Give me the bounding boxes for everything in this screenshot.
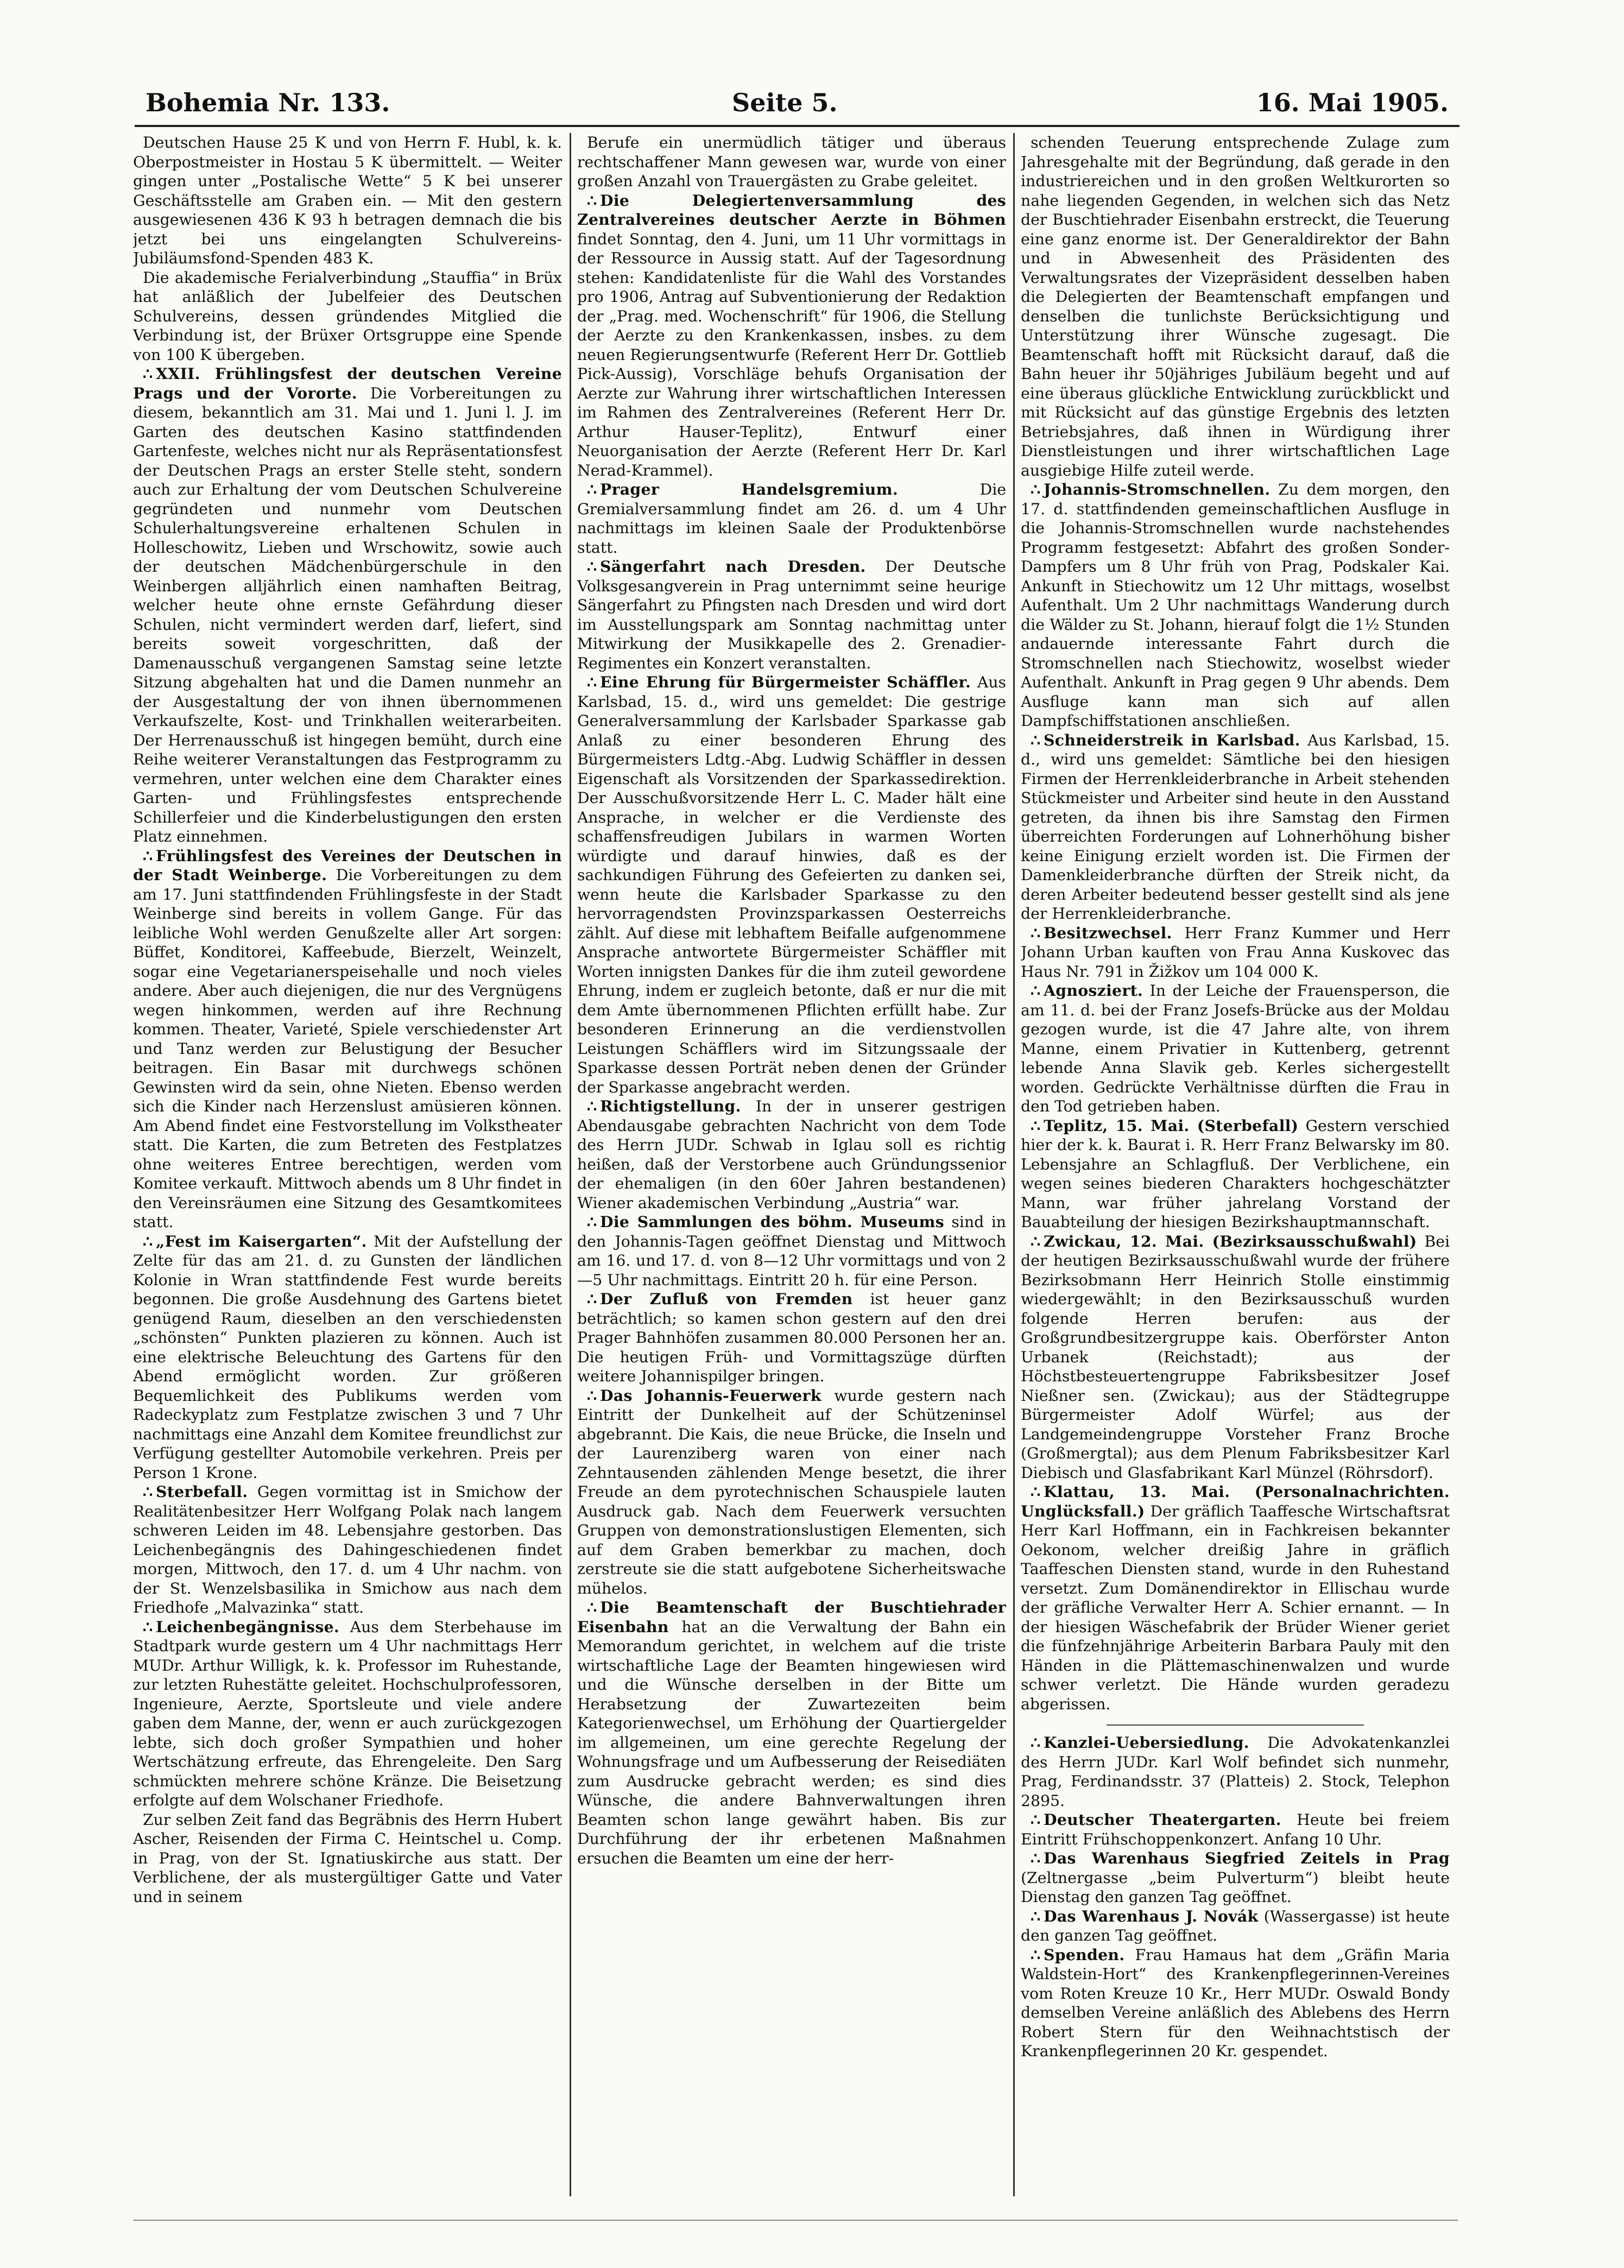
article-heading: Der Zufluß von Fremden bbox=[600, 1290, 853, 1308]
article-text: Die Advokatenkanzlei des Herrn JUDr. Karl Wolf befindet sich nunmehr, Prag, Ferdinandsstr. 37 (Platteis) 2. Stock, Telephon 2895. bbox=[1021, 1734, 1450, 1810]
section-mark-icon: ∴ bbox=[1031, 480, 1041, 498]
section-mark-icon: ∴ bbox=[143, 1482, 153, 1501]
article-text: Die Vorbereitungen zu dem am 17. Juni stattfindenden Frühlingsfeste in der Stadt Weinberge sind bereits in vollem Gange. Für das leibliche Wohl werden Genußzelte aller Art sorgen: Büffet, Konditorei, Kaffeebude, Bierzelt, Weinzelt, sogar eine Vegetarianerspeisehalle und noch vieles andere. Aber auch diejenigen, die nur des Vergnügens wegen hinkommen, werden auf ihre Rechnung kommen. Theater, Varieté, Spiele verschiedenster Art und Tanz werden zur Belustigung der Besucher beitragen. Ein Basar mit durchwegs schönen Gewinsten wird da sein, ohne Nieten. Ebenso werden sich die Kinder nach Herzenslust amüsieren können. Am Abend findet eine Festvorstellung im Volkstheater statt. Die Karten, die zum Betreten des Festplatzes ohne weiteres Entree berechtigen, werden vom Komitee verkauft. Mittwoch abends um 8 Uhr findet in den Vereinsräumen eine Sitzung des Gesamtkomitees statt. bbox=[133, 866, 562, 1231]
article-paragraph bbox=[577, 133, 1006, 191]
article-text: schenden Teuerung entsprechende Zulage zum Jahresgehalte mit der Begründung, daß gerade in den industriereichen und in den großen Weltkurorten so nahe liegenden Gegenden, in welchen sich das Netz der Buschtiehrader Eisenbahn erstreckt, die Teuerung eine ganz enorme ist. Der Generaldirektor der Bahn und in Abwesenheit des Präsidenten des Verwaltungsrates der Vizepräsident desselben haben die Delegierten der Beamtenschaft empfangen und denselben die tunlichste Berücksichtigung und Unterstützung ihrer Wünsche zugesagt. Die Beamtenschaft hofft mit Rücksicht darauf, daß die Bahn heuer ihr 50jähriges Jubiläum begeht und auf eine überaus glückliche Entwicklung zurückblickt und mit Rücksicht auf das günstige Ergebnis des letzten Betriebsjahres, daß ihnen in Würdigung ihrer Dienstleistungen und ihrer wirtschaftlichen Lage ausgiebige Hilfe zuteil werde. bbox=[1021, 134, 1450, 479]
article-text: sind in den Johannis-Tagen geöffnet Dienstag und Mittwoch am 16. und 17. d. von 8—12 Uhr vormittags und von 2—5 Uhr nachmittags. Eintritt 20 h. für eine Person. bbox=[577, 1213, 1006, 1289]
article-text: (Wassergasse) ist heute den ganzen Tag geöffnet. bbox=[1021, 1907, 1450, 1944]
article-text: findet Sonntag, den 4. Juni, um 11 Uhr vormittags in der Ressource in Aussig statt. Auf der Tagesordnung stehen: Kandidatenliste für die Wahl des Vorstandes pro 1906, Antrag auf Subventionierung der Redaktion der „Prag. med. Wochenschrift“ für 1906, die Stellung der Aerzte zu den Krankenkassen, insbes. zu dem neuen Regierungsentwurfe (Referent Herr Dr. Gottlieb Pick-Aussig), Vorschläge behufs Organisation der Aerzte zur Wahrung ihrer wirtschaftlichen Interessen im Rahmen des Zentralvereines (Referent Herr Dr. Arthur Hauser-Teplitz), Entwurf einer Neuorganisation der Aerzte (Referent Herr Dr. Karl Nerad-Krammel). bbox=[577, 230, 1006, 479]
article-paragraph bbox=[1021, 981, 1450, 1116]
article-paragraph bbox=[133, 268, 562, 365]
article-text: In der Leiche der Frauensperson, die am 11. d. bei der Franz Josefs-Brücke aus der Moldau gezogen wurde, ist die 47 Jahre alte, von ihrem Manne, einem Privatier in Kuttenberg, getrennt lebende Anna Slavik geb. Kerles sichergestellt worden. Gedrückte Verhältnisse dürften die Frau in den Tod getrieben haben. bbox=[1021, 982, 1450, 1115]
section-mark-icon: ∴ bbox=[587, 1290, 597, 1308]
section-mark-icon: ∴ bbox=[143, 364, 153, 383]
article-paragraph bbox=[1021, 1810, 1450, 1849]
article-paragraph bbox=[1021, 1482, 1450, 1714]
article-heading: Zwickau, 12. Mai. (Bezirksausschußwahl) bbox=[1044, 1231, 1417, 1250]
article-text: Gegen vormittag ist in Smichow der Realitätenbesitzer Herr Wolfgang Polak nach langem schweren Leiden im 48. Lebensjahre gestorben. Das Leichenbegängnis des Dahingeschiedenen findet morgen, Mittwoch, den 17. d. um 4 Uhr nachm. von der St. Wenzelsbasilika in Smichow aus nach dem Friedhofe „Malvazinka“ statt. bbox=[133, 1483, 562, 1616]
article-heading: Die Sammlungen des böhm. Museums bbox=[600, 1212, 944, 1231]
article-heading: Das Warenhaus Siegfried Zeitels in Prag bbox=[1044, 1849, 1450, 1867]
section-mark-icon: ∴ bbox=[1031, 1906, 1041, 1925]
article-heading: Das Warenhaus J. Novák bbox=[1044, 1906, 1259, 1925]
article-heading: Leichenbegängnisse. bbox=[156, 1617, 340, 1636]
article-text: Die Gremialversammlung findet am 26. d. um 4 Uhr nachmittags im kleinen Saale der Produktenbörse statt. bbox=[577, 481, 1006, 557]
section-mark-icon: ∴ bbox=[587, 557, 597, 576]
column-divider-2 bbox=[1013, 133, 1015, 2196]
article-text: wurde gestern nach Eintritt der Dunkelheit auf der Schützeninsel abgebrannt. Die Kais, die neue Brücke, die Inseln und der Laurenziberg waren von einer nach Zehntausenden zählenden Menge besetzt, die ihrer Freude an dem pyrotechnischen Schauspiele lauten Ausdruck gab. Nach dem Feuerwerk versuchten Gruppen von demonstrationslustigen Elementen, sich auf dem Graben bemerkbar zu machen, doch zerstreute sie die statt aufgebotene Sicherheitswache mühelos. bbox=[577, 1386, 1006, 1597]
section-mark-icon: ∴ bbox=[587, 1212, 597, 1231]
article-heading: Besitzwechsel. bbox=[1044, 923, 1172, 942]
article-text: Herr Franz Kummer und Herr Johann Urban kauften von Frau Anna Kuskovec das Haus Nr. 791 in Žižkov um 104 000 K. bbox=[1021, 924, 1450, 981]
article-heading: Teplitz, 15. Mai. (Sterbefall) bbox=[1044, 1116, 1299, 1135]
article-text: Bei der heutigen Bezirksausschußwahl wurde der frühere Bezirksobmann Herr Heinrich Stolle einstimmig wiedergewählt; in den Bezirksausschuß wurden folgende Herren berufen: aus der Großgrundbesitzergruppe kais. Oberförster Anton Urbanek (Reichstadt); aus der Höchstbesteuertengruppe Fabriksbesitzer Josef Nießner sen. (Zwickau); aus der Städtegruppe Bürgermeister Adolf Würfel; aus der Landgemeindengruppe Vorsteher Franz Broche (Großmergtal); aus dem Plenum Fabriksbesitzer Karl Diebisch und Glasfabrikant Karl Münzel (Röhrsdorf). bbox=[1021, 1232, 1450, 1482]
article-heading: Die Beamtenschaft der Buschtiehrader Eisenbahn bbox=[577, 1598, 1006, 1636]
article-heading: Sängerfahrt nach Dresden. bbox=[600, 557, 866, 576]
article-text: Die akademische Ferialverbindung „Stauffia“ in Brüx hat anläßlich der Jubelfeier des Deutschen Schulvereins, dessen gründendes Mitglied die Verbindung ist, der Brüxer Ortsgruppe eine Spende von 100 K übergeben. bbox=[133, 268, 562, 364]
article-text: Deutschen Hause 25 K und von Herrn F. Hubl, k. k. Oberpostmeister in Hostau 5 K übermittelt. — Weiter gingen unter „Postalische Wette“ 5 K bei unserer Geschäftsstelle am Graben ein. — Mit den gestern ausgewiesenen 436 K 93 h betragen demnach die bis jetzt bei uns eingelangten Schulvereins-Jubiläumsfond-Spenden 483 K. bbox=[133, 134, 562, 267]
page-header bbox=[135, 76, 1459, 127]
article-heading: Schneiderstreik in Karlsbad. bbox=[1044, 730, 1300, 749]
article-text: Heute bei freiem Eintritt Frühschoppenkonzert. Anfang 10 Uhr. bbox=[1021, 1811, 1450, 1848]
article-paragraph bbox=[1021, 1733, 1450, 1810]
article-paragraph bbox=[577, 191, 1006, 481]
article-paragraph bbox=[133, 1618, 562, 1810]
article-paragraph bbox=[577, 1212, 1006, 1290]
section-mark-icon: ∴ bbox=[1031, 1482, 1041, 1501]
section-mark-icon: ∴ bbox=[1031, 730, 1041, 749]
article-paragraph bbox=[1021, 1945, 1450, 2061]
section-mark-icon: ∴ bbox=[143, 1617, 153, 1636]
column-3 bbox=[1021, 133, 1450, 2213]
section-mark-icon: ∴ bbox=[1031, 1116, 1041, 1135]
article-text: ist heuer ganz beträchtlich; so kamen schon gestern auf den drei Prager Bahnhöfen zusammen 80.000 Personen her an. Die heutigen Früh- und Vormittagszüge dürften weitere Johannispilger bringen. bbox=[577, 1290, 1006, 1385]
section-mark-icon: ∴ bbox=[1031, 1849, 1041, 1867]
article-paragraph bbox=[1021, 1849, 1450, 1907]
article-heading: XXII. Frühlingsfest der deutschen Vereine Prags und der Vororte. bbox=[133, 364, 562, 402]
section-mark-icon: ∴ bbox=[587, 480, 597, 498]
article-paragraph bbox=[577, 1386, 1006, 1599]
section-mark-icon: ∴ bbox=[143, 1231, 153, 1250]
article-text: Frau Hamaus hat dem „Gräfin Maria Waldstein-Hort“ des Krankenpflegerinnen-Vereines vom Roten Kreuze 10 Kr., Herr MUDr. Oswald Bondy demselben Vereine anläßlich des Ablebens des Herrn Robert Stern für den Weihnachtstisch der Krankenpflegerinnen 20 Kr. gespendet. bbox=[1021, 1945, 1450, 2060]
column-2 bbox=[577, 133, 1006, 2213]
section-mark-icon: ∴ bbox=[1031, 1231, 1041, 1250]
section-mark-icon: ∴ bbox=[587, 673, 597, 691]
section-mark-icon: ∴ bbox=[1031, 1945, 1041, 1964]
section-mark-icon: ∴ bbox=[587, 1386, 597, 1405]
article-paragraph bbox=[133, 133, 562, 268]
section-mark-icon: ∴ bbox=[1031, 1733, 1041, 1752]
section-mark-icon: ∴ bbox=[143, 846, 153, 865]
article-paragraph bbox=[577, 1290, 1006, 1386]
article-text: Zur selben Zeit fand das Begräbnis des Herrn Hubert Ascher, Reisenden der Firma C. Heintschel u. Comp. in Prag, von der St. Ignatiuskirche aus statt. Der Verblichene, der als mustergültiger Gatte und Vater und in seinem bbox=[133, 1810, 562, 1906]
article-heading: Klattau, 13. Mai. (Personalnachrichten. Unglücksfall.) bbox=[1021, 1482, 1450, 1520]
article-heading: Richtigstellung. bbox=[600, 1097, 741, 1115]
section-mark-icon: ∴ bbox=[587, 1097, 597, 1115]
page-bottom-edge bbox=[133, 2220, 1458, 2221]
article-paragraph bbox=[133, 1810, 562, 1907]
article-paragraph bbox=[1021, 924, 1450, 982]
article-heading: Agnosziert. bbox=[1044, 981, 1143, 1000]
article-text: (Zeltnergasse „beim Pulverturm“) bleibt heute Dienstag den ganzen Tag geöffnet. bbox=[1021, 1868, 1450, 1906]
article-text: Zu dem morgen, den 17. d. stattfindenden gemeinschaftlichen Ausfluge in die Johannis-Stromschnellen wurde nachstehendes Programm festgesetzt: Abfahrt des großen Sonder-Dampfers um 8 Uhr früh von Prag, Podskaler Kai. Ankunft in Stiechowitz um 12 Uhr mittags, woselbst Aufenthalt. Um 2 Uhr nachmittags Wanderung durch die Wälder zu St. Johann, hierauf folgt die 1½ Stunden andauernde interessante Fahrt durch die Stromschnellen nach Stiechowitz, woselbst wieder Aufenthalt. Ankunft in Prag gegen 9 Uhr abends. Dem Ausfluge kann man sich auf allen Dampfschiffstationen anschließen. bbox=[1021, 481, 1450, 730]
header-issue: Bohemia Nr. 133. bbox=[146, 88, 390, 117]
section-mark-icon: ∴ bbox=[587, 191, 597, 210]
article-heading: Johannis-Stromschnellen. bbox=[1044, 480, 1271, 498]
article-heading: Eine Ehrung für Bürgermeister Schäffler. bbox=[600, 673, 971, 691]
section-mark-icon: ∴ bbox=[1031, 981, 1041, 1000]
article-text: Der Deutsche Volksgesangverein in Prag unternimmt seine heurige Sängerfahrt zu Pfingsten nach Dresden und wird dort im Ausstellungspark am Sonntag nachmittag unter Mitwirkung der Musikkapelle des 2. Grenadier-Regimentes ein Konzert veranstalten. bbox=[577, 558, 1006, 672]
article-heading: Prager Handelsgremium. bbox=[600, 480, 899, 498]
header-date: 16. Mai 1905. bbox=[1256, 88, 1449, 117]
column-1 bbox=[133, 133, 562, 2213]
article-heading: Kanzlei-Uebersiedlung. bbox=[1044, 1733, 1249, 1752]
article-heading: „Fest im Kaisergarten“. bbox=[156, 1231, 367, 1250]
article-paragraph bbox=[577, 557, 1006, 673]
article-text: In der in unserer gestrigen Abendausgabe gebrachten Nachricht von dem Tode des Herrn JUDr. Schwab in Iglau soll es richtig heißen, daß der Verstorbene auch Gründungssenior der ehemaligen (in den 60er Jahren bestandenen) Wiener akademischen Verbindung „Austria“ war. bbox=[577, 1097, 1006, 1212]
article-paragraph bbox=[577, 673, 1006, 1097]
article-paragraph bbox=[133, 1232, 562, 1483]
article-text: Der gräflich Taaffesche Wirtschaftsrat Herr Karl Hoffmann, ein in Fachkreisen bekannter Oekonom, welcher dreißig Jahre in gräflich Taaffeschen Diensten stand, wurde in den Ruhestand versetzt. Zum Domänendirektor in Ellischau wurde der gräfliche Verwalter Herr A. Schier ernannt. — In der hiesigen Wäschefabrik der Brüder Wiener geriet die fünfzehnjährige Arbeiterin Barbara Pauly mit den Händen in die Plättemaschinenwalzen und wurde schwer verletzt. Die Hände wurden geradezu abgerissen. bbox=[1021, 1502, 1450, 1713]
article-text: Berufe ein unermüdlich tätiger und überaus rechtschaffener Mann gewesen war, wurde von einer großen Anzahl von Trauergästen zu Grabe geleitet. bbox=[577, 134, 1006, 190]
article-paragraph bbox=[133, 364, 562, 846]
article-paragraph bbox=[1021, 1232, 1450, 1483]
section-mark-icon: ∴ bbox=[587, 1598, 597, 1616]
article-paragraph bbox=[577, 1598, 1006, 1868]
column-divider-1 bbox=[570, 133, 571, 2196]
article-paragraph bbox=[577, 480, 1006, 557]
article-text: Die Vorbereitungen zu diesem, bekanntlich am 31. Mai und 1. Juni l. J. im Garten des deutschen Kasino stattfindenden Gartenfeste, welches nicht nur als Repräsentationsfest der Deutschen Prags an erster Stelle steht, sondern auch zur Erhaltung der vom Deutschen Schulvereine gegründeten und nunmehr vom Deutschen Schulerhaltungsvereine erhaltenen Schulen in Holleschowitz, Lieben und Wrschowitz, sowie auch der deutschen Mädchenbürgerschule in den Weinbergen alljährlich einen namhaften Beitrag, welcher heute ohne ernste Gefährdung dieser Schulen, nicht vermindert werden darf, liefert, sind bereits soweit vorgeschritten, daß der Damenausschuß vergangenen Samstag seine letzte Sitzung abgehalten hat und die Damen nunmehr an der Ausgestaltung der von ihnen übernommenen Verkaufszelte, Kost- und Trinkhallen weiterarbeiten. Der Herrenausschuß ist hingegen bemüht, durch eine Reihe weiterer Veranstaltungen das Festprogramm zu vermehren, unter welchen eine dem Charakter eines Garten- und Frühlingsfestes entsprechende Schillerfeier und die Kinderbelustigungen den ersten Platz einnehmen. bbox=[133, 384, 562, 845]
article-paragraph bbox=[1021, 731, 1450, 924]
article-heading: Frühlingsfest des Vereines der Deutschen in der Stadt Weinberge. bbox=[133, 846, 562, 884]
article-heading: Die Delegiertenversammlung des Zentralvereines deutscher Aerzte in Böhmen bbox=[577, 191, 1006, 229]
article-heading: Sterbefall. bbox=[156, 1482, 248, 1501]
article-text: Aus dem Sterbehause im Stadtpark wurde gestern um 4 Uhr nachmittags Herr MUDr. Arthur Willigk, k. k. Professor im Ruhestande, zur letzten Ruhestätte geleitet. Hochschulprofessoren, Ingenieure, Aerzte, Sportsleute und viele andere gaben dem Manne, der, wenn er auch zurückgezogen lebte, sich doch großer Sympathien und hoher Wertschätzung erfreute, das Ehrengeleite. Den Sarg schmückten mehrere schöne Kränze. Die Beisetzung erfolgte auf dem Wolschaner Friedhofe. bbox=[133, 1618, 562, 1809]
article-paragraph bbox=[1021, 480, 1450, 731]
article-text: Aus Karlsbad, 15. d., wird uns gemeldet: Die gestrige Generalversammlung der Karlsbader Sparkasse gab Anlaß zu einer besonderen Ehrung des Bürgermeisters Ldtg.-Abg. Ludwig Schäffler in dessen Eigenschaft als Vorsitzenden der Sparkassedirektion. Der Ausschußvorsitzende Herr L. C. Mader hält eine Ansprache, in welcher er die Verdienste des schaffensfreudigen Jubilars in warmen Worten würdigte und darauf hinwies, daß es der sachkundigen Führung des Gefeierten zu danken sei, wenn heute die Karlsbader Sparkasse zu den hervorragendsten Provinzsparkassen Oesterreichs zählt. Auf diese mit lebhaftem Beifalle aufgenommene Ansprache antwortete Bürgermeister Schäffler mit Worten innigsten Dankes für die ihm zuteil gewordene Ehrung, indem er zugleich betonte, daß er nur die mit dem Amte übernommenen Pflichten erfüllt habe. Zur besonderen Erinnerung an die verdienstvollen Leistungen Schäfflers wird im Sitzungssaale der Sparkasse dessen Porträt neben denen der Gründer der Sparkasse angebracht werden. bbox=[577, 673, 1006, 1096]
header-page-number: Seite 5. bbox=[732, 88, 838, 117]
article-heading: Spenden. bbox=[1044, 1945, 1125, 1964]
section-mark-icon: ∴ bbox=[1031, 923, 1041, 942]
article-text: Gestern verschied hier der k. k. Baurat i. R. Herr Franz Belwarsky im 80. Lebensjahre an Schlagfluß. Der Verblichene, ein wegen seines biederen Charakters hochgeschätzter Mann, war früher jahrelang Vorstand der Bauabteilung der hiesigen Bezirkshauptmannschaft. bbox=[1021, 1116, 1450, 1231]
article-paragraph bbox=[577, 1097, 1006, 1212]
article-paragraph bbox=[1021, 133, 1450, 480]
section-mark-icon: ∴ bbox=[1031, 1810, 1041, 1829]
article-paragraph bbox=[1021, 1116, 1450, 1232]
article-text: Mit der Aufstellung der Zelte für das am 21. d. zu Gunsten der ländlichen Kolonie in Wran stattfindende Fest wurde bereits begonnen. Die große Ausdehnung des Gartens bietet genügend Raum, dieselben an den verschiedensten „schönsten“ Punkten plazieren zu können. Auch ist eine elektrische Beleuchtung des Gartens für den Abend ermöglicht worden. Zur größeren Bequemlichkeit des Publikums werden vom Radeckyplatz zum Festplatze zwischen 3 und 7 Uhr nachmittags eine Anzahl dem Komitee freundlichst zur Verfügung gestellter Automobile verkehren. Preis per Person 1 Krone. bbox=[133, 1232, 562, 1482]
article-heading: Das Johannis-Feuerwerk bbox=[600, 1386, 822, 1405]
section-separator bbox=[1107, 1724, 1364, 1726]
article-text: hat an die Verwaltung der Bahn ein Memorandum gerichtet, in welchem auf die triste wirtschaftliche Lage der Beamten hingewiesen wird und die Wünsche derselben in der Bitte um Herabsetzung der Zuwartezeiten beim Kategorienwechsel, um Erhöhung der Quartiergelder im allgemeinen, um eine gerechte Regelung der Wohnungsfrage und um Aufbesserung der Reisediäten zum Ausdrucke gebracht werden; es sind dies Wünsche, die andere Bahnverwaltungen ihren Beamten schon lange gewährt haben. Bis zur Durchführung der ihr erbetenen Maßnahmen ersuchen die Beamten um eine der herr- bbox=[577, 1618, 1006, 1867]
article-paragraph bbox=[1021, 1907, 1450, 1945]
article-text: Aus Karlsbad, 15. d., wird uns gemeldet: Sämtliche bei den hiesigen Firmen der Herrenkleiderbranche in Arbeit stehenden Stückmeister und Arbeiter sind heute in den Ausstand getreten, da ihnen bis ihre Samstag den Firmen überreichten Forderungen auf Lohnerhöhung bisher keine Einigung erzielt worden ist. Die Firmen der Damenkleiderbranche dürften der Streik nicht, da deren Arbeiter bedeutend besser gestellt sind als jene der Herrenkleiderbranche. bbox=[1021, 731, 1450, 923]
article-heading: Deutscher Theatergarten. bbox=[1044, 1810, 1281, 1829]
article-paragraph bbox=[133, 1482, 562, 1618]
article-paragraph bbox=[133, 846, 562, 1232]
